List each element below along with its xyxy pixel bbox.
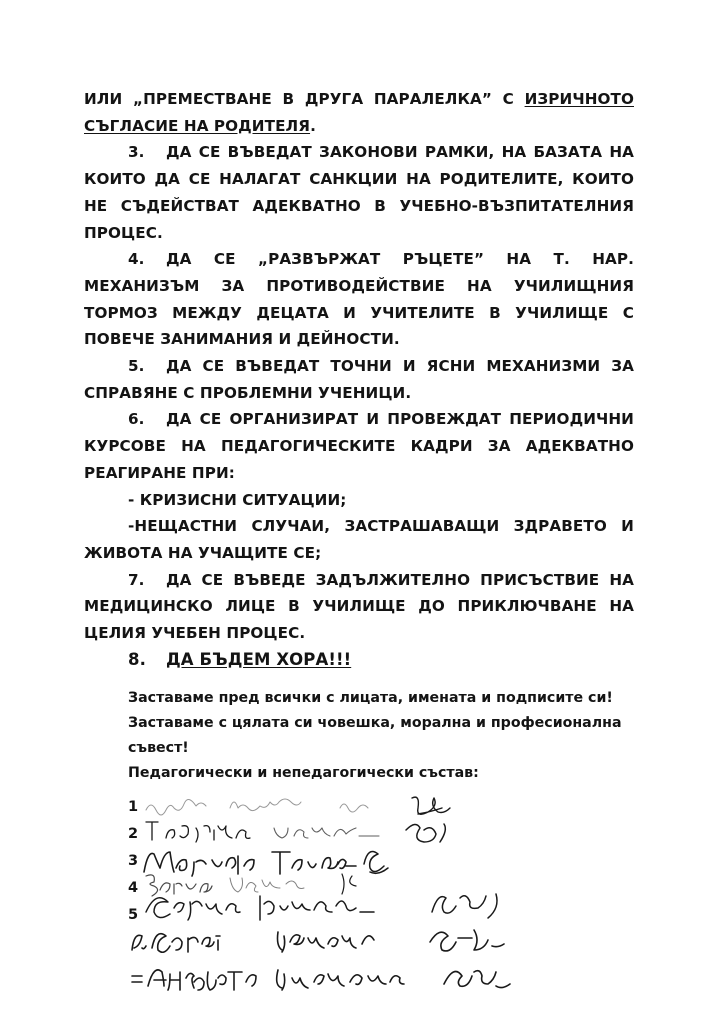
signature-number-5: 5 xyxy=(128,907,139,923)
item-text: ДА СЕ ВЪВЕДАТ ЗАКОНОВИ РАМКИ, НА БАЗАТА НА КОИТО ДА СЕ НАЛАГАТ САНКЦИИ НА РОДИТЕЛИТЕ, КОИТО НЕ СЪДЕЙСТВАТ АДЕКВАТНО В УЧЕБНО-ВЪЗПИТАТЕЛНИЯ ПРОЦЕС. xyxy=(84,143,634,242)
item-number: 3. xyxy=(128,143,145,162)
item-text: ДА СЕ ОРГАНИЗИРАТ И ПРОВЕЖДАТ ПЕРИОДИЧНИ КУРСОВЕ НА ПЕДАГОГИЧЕСКИТЕ КАДРИ ЗА АДЕКВАТНО РЕАГИРАНЕ ПРИ: xyxy=(84,410,634,482)
intro-text: ИЛИ „ПРЕМЕСТВАНЕ В ДРУГА ПАРАЛЕЛКА” С xyxy=(84,90,525,108)
sub-item-crisis xyxy=(84,487,634,514)
demand-item-4 xyxy=(84,246,634,353)
intro-paragraph xyxy=(84,86,634,139)
closing-line-1: Заставаме пред всички с лицата, имената и подписите си! xyxy=(128,690,613,706)
item-text: ДА БЪДЕМ ХОРА!!! xyxy=(166,649,352,669)
demand-item-5 xyxy=(84,353,634,406)
item-number: 7. xyxy=(128,570,145,589)
sub-item-text: - КРИЗИСНИ СИТУАЦИИ; xyxy=(128,490,347,509)
item-text: ДА СЕ „РАЗВЪРЖАТ РЪЦЕТЕ” НА Т. НАР. МЕХАНИЗЪМ ЗА ПРОТИВОДЕЙСТВИЕ НА УЧИЛИЩНИЯ ТОРМОЗ МЕЖДУ ДЕЦАТА И УЧИТЕЛИТЕ В УЧИЛИЩЕ С ПОВЕЧЕ ЗАНИМАНИЯ И ДЕЙНОСТИ. xyxy=(84,250,634,349)
sub-item-accidents xyxy=(84,513,634,566)
handwritten-signature-7 xyxy=(128,956,528,1000)
intro-period: . xyxy=(310,116,316,135)
signature-number-4: 4 xyxy=(128,880,139,896)
sub-item-text: -НЕЩАСТНИ СЛУЧАИ, ЗАСТРАШАВАЩИ ЗДРАВЕТО И ЖИВОТА НА УЧАЩИТЕ СЕ; xyxy=(84,517,634,562)
item-number: 8. xyxy=(128,649,146,669)
closing-statement xyxy=(128,686,638,786)
demands-list xyxy=(84,86,634,673)
demand-item-3 xyxy=(84,139,634,246)
item-number: 6. xyxy=(128,410,145,429)
signature-number-3: 3 xyxy=(128,853,139,869)
signature-number-1: 1 xyxy=(128,799,139,815)
item-text: ДА СЕ ВЪВЕДАТ ТОЧНИ И ЯСНИ МЕХАНИЗМИ ЗА СПРАВЯНЕ С ПРОБЛЕМНИ УЧЕНИЦИ. xyxy=(84,357,634,402)
signature-number-2: 2 xyxy=(128,826,139,842)
closing-line-2: Заставаме с цялата си човешка, морална и професионална съвест! xyxy=(128,715,622,756)
demand-item-8 xyxy=(84,647,634,674)
demand-item-7 xyxy=(84,567,634,647)
item-text: ДА СЕ ВЪВЕДЕ ЗАДЪЛЖИТЕЛНО ПРИСЪСТВИЕ НА МЕДИЦИНСКО ЛИЦЕ В УЧИЛИЩЕ ДО ПРИКЛЮЧВАНЕ НА ЦЕЛИЯ УЧЕБЕН ПРОЦЕС. xyxy=(84,570,634,643)
intro-underlined-text: ИЗРИЧНОТО СЪГЛАСИЕ НА РОДИТЕЛЯ xyxy=(84,90,634,135)
handwritten-signature-1 xyxy=(140,790,480,820)
staff-heading: Педагогически и непедагогически състав: xyxy=(128,765,479,781)
demand-item-6 xyxy=(84,406,634,486)
item-number: 5. xyxy=(128,357,145,376)
item-number: 4. xyxy=(128,250,145,269)
